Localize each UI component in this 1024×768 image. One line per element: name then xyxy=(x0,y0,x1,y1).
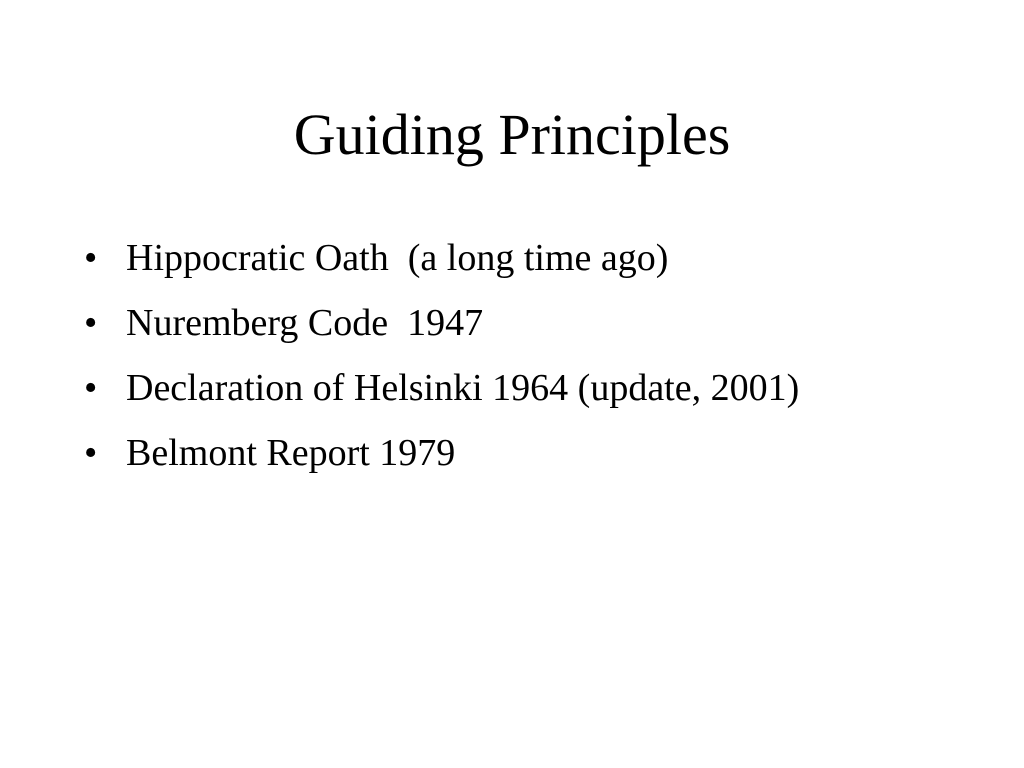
list-item xyxy=(84,226,799,291)
list-item xyxy=(84,356,799,421)
bullet-dot-icon: • xyxy=(84,302,98,344)
list-item xyxy=(84,421,799,486)
bullet-dot-icon: • xyxy=(84,237,98,279)
slide-title: Guiding Principles xyxy=(293,102,731,167)
bullet-dot-icon: • xyxy=(84,367,98,409)
list-item xyxy=(84,291,799,356)
bullet-text-belmont-report: Belmont Report 1979 xyxy=(126,432,456,474)
bullet-text-hippocratic-oath: Hippocratic Oath (a long time ago) xyxy=(126,237,669,279)
bullet-list xyxy=(84,226,799,486)
bullet-text-nuremberg-code: Nuremberg Code 1947 xyxy=(126,302,484,344)
bullet-dot-icon: • xyxy=(84,432,98,474)
bullet-text-declaration-of-helsinki: Declaration of Helsinki 1964 (update, 2001) xyxy=(126,367,800,409)
